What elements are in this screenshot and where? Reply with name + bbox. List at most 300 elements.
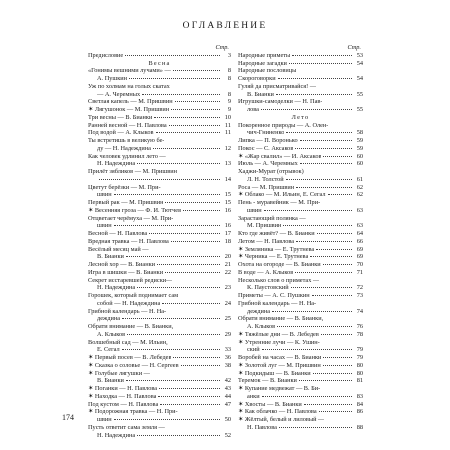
toc-entry-title: Отцветает черёмуха — М. При- — [88, 214, 174, 222]
toc-entry-title: Весной — Н. Павлова — [88, 230, 148, 237]
toc-entry-page: 54 — [356, 75, 363, 82]
toc-entry — [238, 339, 363, 347]
dot-leader — [181, 365, 220, 366]
toc-entry-title: Народные загадки — [238, 59, 287, 67]
dot-leader — [296, 241, 352, 242]
dot-leader — [154, 117, 220, 118]
toc-entry-title: Вредная травка — Н. Павлова — [88, 237, 169, 245]
dot-leader — [160, 404, 220, 405]
toc-entry — [238, 98, 363, 106]
toc-entry-title: Волшебный сад — М. Ильин, — [88, 338, 168, 346]
dot-leader — [310, 256, 352, 257]
toc-entry-title: Летом — Н. Павлова — [238, 237, 295, 245]
dot-leader — [165, 272, 220, 273]
toc-entry-page: 15 — [224, 191, 231, 199]
toc-entry-title: К. Паустовский — [247, 284, 289, 292]
toc-entry-title: Приметы — А. С. Пушкин — [238, 292, 310, 299]
toc-entry-page: 20 — [224, 253, 231, 261]
toc-entry-title: Грибной календарь — Н. На- — [88, 307, 167, 315]
toc-entry — [88, 153, 231, 161]
toc-entry-title: Н. Надеждина — [97, 160, 136, 168]
dot-leader — [317, 233, 352, 234]
toc-entry-title: ✶ «Жар свалил» — И. Аксаков — [238, 152, 322, 160]
toc-entry — [238, 284, 363, 292]
toc-entry-title: ✶ Облако — М. Ильин, Е. Сегал — [238, 191, 326, 199]
toc-entry — [88, 277, 231, 285]
toc-entry-title: ✶ Первый посев — В. Лебедев — [88, 354, 172, 361]
dot-leader — [149, 233, 220, 234]
toc-entry-title: Н. Надеждина — [97, 284, 136, 292]
toc-entry-page: 76 — [356, 323, 363, 330]
toc-entry — [238, 261, 363, 269]
toc-entry-page: 16 — [224, 206, 231, 214]
page-column-header: Стр. — [215, 44, 229, 51]
toc-entry — [238, 323, 363, 331]
toc-entry-title: Покос — С. Аксаков — [238, 144, 294, 152]
toc-entry-page: 66 — [356, 237, 363, 245]
toc-entry — [238, 401, 363, 409]
toc-entry-title: Грибной календарь — Н. На- — [238, 299, 317, 307]
dot-leader — [312, 295, 352, 296]
toc-entry — [238, 184, 363, 192]
toc-entry — [238, 168, 363, 176]
dot-leader — [261, 109, 352, 110]
dot-leader — [262, 349, 352, 350]
dot-leader — [300, 163, 352, 164]
toc-entry-title: Пусть ответит сама земля — — [88, 423, 165, 431]
toc-entry — [238, 191, 363, 199]
toc-entry-page: 50 — [224, 416, 231, 423]
toc-entry — [238, 393, 363, 401]
toc-entry-title: А. Клыков — [97, 330, 126, 338]
dot-leader — [183, 210, 220, 211]
dot-leader — [127, 334, 220, 335]
page-title: ОГЛАВЛЕНИЕ — [182, 21, 268, 31]
toc-entry-title: Секрет исстаревшей редиски— — [88, 276, 173, 284]
toc-entry — [238, 207, 363, 215]
toc-entry-title: Обрати внимание — В. Бианки, — [238, 315, 324, 323]
toc-entry — [88, 75, 231, 83]
toc-entry-page: 8 — [227, 75, 231, 82]
toc-entry-title: Липка — П. Воронько — [238, 137, 298, 144]
toc-entry-title: Лесной хор — В. Бианки — [88, 261, 156, 268]
dot-leader — [114, 194, 220, 195]
dot-leader — [126, 380, 220, 381]
toc-entry — [88, 362, 231, 370]
toc-entry-title: швин — [97, 416, 112, 423]
toc-entry-page: 63 — [356, 206, 363, 214]
toc-entry-title: ✶ Тяжёлые дни — В. Лебедев — [238, 330, 319, 338]
dot-leader — [323, 264, 352, 265]
toc-entry-page: 10 — [224, 113, 231, 121]
toc-entry-page: 81 — [356, 377, 363, 385]
toc-entry — [88, 401, 231, 409]
dot-leader — [286, 132, 352, 133]
toc-entry-page: 42 — [224, 377, 231, 385]
toc-entry-page: 14 — [224, 175, 231, 183]
toc-entry-title: Воробей на часах — В. Бианки — [238, 354, 322, 361]
toc-entry — [238, 129, 363, 137]
page-column-header: Стр. — [347, 44, 361, 51]
dot-leader — [159, 388, 220, 389]
toc-entry — [238, 91, 363, 99]
toc-entry-page: 78 — [356, 330, 363, 338]
toc-entry-title: М. Пришвин — [247, 222, 282, 230]
dot-leader — [295, 148, 352, 149]
toc-entry-page: 86 — [356, 408, 363, 416]
dot-leader — [295, 272, 352, 273]
toc-entry-title: собой — Н. Надеждина — [97, 299, 161, 307]
toc-column-left — [88, 44, 231, 439]
dot-leader — [323, 156, 352, 157]
toc-entry-page: 83 — [356, 392, 363, 400]
toc-entry — [238, 199, 363, 207]
toc-entry — [88, 300, 231, 308]
dot-leader — [162, 303, 220, 304]
toc-entry-title: ✶ Находка — Н. Павлова — [88, 392, 157, 400]
toc-entry — [238, 246, 363, 254]
toc-entry-page: 21 — [224, 261, 231, 268]
toc-entry-title: Кто где живёт? — В. Бианки — [238, 230, 315, 237]
toc-entry — [238, 292, 363, 300]
toc-entry-title: Весёлый месяц май — — [88, 245, 149, 253]
toc-entry-page: 53 — [356, 51, 363, 59]
dot-leader — [323, 365, 352, 366]
toc-entry — [238, 238, 363, 246]
toc-entry — [88, 129, 231, 137]
toc-entry — [238, 122, 363, 130]
toc-entry-title: ✶ Купание медвежат — В. Би- — [238, 385, 321, 392]
toc-entry-page: 70 — [356, 261, 363, 268]
dot-leader — [129, 78, 220, 79]
dot-leader — [264, 210, 352, 211]
dot-leader — [122, 318, 220, 319]
toc-entry-title: Июль — А. Черемных — [238, 160, 298, 168]
toc-entry-page: 38 — [224, 361, 231, 369]
toc-entry-title: Е. Сегал — [97, 346, 120, 354]
toc-entry — [238, 315, 363, 323]
toc-entry — [88, 199, 231, 207]
dot-leader — [126, 256, 220, 257]
toc-entry — [238, 83, 363, 91]
toc-entry-page: 29 — [224, 330, 231, 338]
toc-entry — [88, 284, 231, 292]
toc-entry-page: 62 — [356, 183, 363, 191]
toc-entry — [88, 137, 231, 145]
toc-entry-title: Игрушки-самоделки — Н. Пав- — [238, 98, 323, 106]
toc-entry-title: ский — [247, 346, 260, 354]
toc-entry-page: 9 — [227, 106, 231, 113]
toc-entry — [238, 269, 363, 277]
toc-entry-page: 43 — [224, 385, 231, 392]
toc-entry-page: 79 — [356, 354, 363, 361]
toc-entry — [88, 246, 231, 254]
toc-entry-page: 17 — [224, 230, 231, 237]
dot-leader — [99, 179, 220, 180]
toc-entry-page: 59 — [356, 144, 363, 152]
toc-entry-page: 52 — [224, 431, 231, 439]
toc-entry-title: ✶ Черника — Е. Трутнева — [238, 253, 309, 261]
dot-leader — [300, 140, 352, 141]
toc-entry-title: Под кустом — Н. Павлова — [88, 400, 159, 408]
dot-leader — [276, 94, 352, 95]
dot-leader — [137, 163, 220, 164]
toc-entry-title: Скороговорки — [238, 75, 276, 82]
dot-leader — [292, 55, 352, 56]
toc-entry — [88, 354, 231, 362]
toc-entry-title: А. Пушкин — [97, 75, 128, 82]
toc-entry-title: ✶ Золотой луг — М. Пришвин — [238, 361, 321, 369]
toc-entry-page: 60 — [356, 160, 363, 168]
toc-entry — [88, 114, 231, 122]
toc-entry — [238, 60, 363, 68]
toc-entry-page: 80 — [356, 361, 363, 369]
toc-entry-page: 61 — [356, 175, 363, 183]
toc-entry-page: 33 — [224, 346, 231, 354]
dot-leader — [328, 194, 352, 195]
toc-entry — [238, 377, 363, 385]
toc-entry-title: лова — [247, 106, 259, 113]
dot-leader — [165, 202, 220, 203]
toc-entry-page: 8 — [227, 67, 231, 75]
toc-entry — [238, 176, 363, 184]
toc-entry — [88, 323, 231, 331]
toc-entry-page: 11 — [224, 129, 231, 137]
toc-entry-title: деждина — [247, 307, 271, 315]
toc-entry-title: Горошек, который поднимает сам — [88, 292, 179, 299]
toc-entry-page: 69 — [356, 253, 363, 261]
toc-entry-page: 64 — [356, 230, 363, 237]
toc-entry-page: 24 — [224, 299, 231, 307]
toc-entry-title: ✶ Поганки — Н. Павлова — [88, 385, 158, 392]
dot-leader — [156, 132, 221, 133]
toc-entry-page: 18 — [224, 237, 231, 245]
dot-leader — [157, 264, 220, 265]
toc-entry-title: ду — Н. Надеждина — [97, 144, 151, 152]
toc-entry-page: 44 — [224, 392, 231, 400]
toc-entry — [238, 75, 363, 83]
section-heading: Весна — [148, 59, 171, 67]
toc-entry — [88, 408, 231, 416]
dot-leader — [299, 380, 352, 381]
toc-entry-title: Л. Н. Толстой — [247, 175, 284, 183]
toc-entry — [88, 424, 231, 432]
toc-entry — [88, 269, 231, 277]
dot-leader — [272, 311, 352, 312]
toc-entry — [88, 98, 231, 106]
dot-leader — [283, 225, 352, 226]
toc-entry — [88, 393, 231, 401]
toc-entry — [238, 354, 363, 362]
toc-entry — [88, 207, 231, 215]
toc-entry-page: 63 — [356, 222, 363, 230]
toc-entry-title: Игра в шишки — В. Бианки — [88, 268, 164, 276]
dot-leader — [169, 125, 220, 126]
toc-entry — [238, 385, 363, 393]
dot-leader — [286, 179, 352, 180]
toc-entry-title: ✶ Подкидыш — В. Бианки — [238, 369, 311, 377]
toc-entry — [238, 52, 363, 60]
dot-leader — [279, 427, 352, 428]
toc-entry-title: Ты встретишь в великую бе- — [88, 137, 165, 144]
dot-leader — [125, 55, 220, 56]
toc-entry-title: Пень - муравейник — М. При- — [238, 199, 321, 206]
toc-entry — [88, 346, 231, 354]
toc-entry — [238, 106, 363, 114]
toc-entry — [88, 191, 231, 199]
toc-entry-title: Гуляй да присматривайся! — — [238, 82, 317, 90]
toc-entry — [88, 106, 231, 114]
toc-entry-page: 59 — [356, 137, 363, 144]
toc-entry-page: 55 — [356, 90, 363, 98]
toc-entry — [238, 370, 363, 378]
toc-entry — [88, 261, 231, 269]
toc-entry — [88, 416, 231, 424]
toc-entry — [238, 160, 363, 168]
dot-leader — [122, 349, 220, 350]
toc-entry-page: 71 — [356, 268, 363, 276]
toc-entry-page: 11 — [224, 121, 231, 129]
toc-entry — [88, 339, 231, 347]
toc-entry-title: чич-Гниненко — [247, 129, 285, 137]
toc-entry — [88, 292, 231, 300]
toc-entry-page: 8 — [227, 90, 231, 98]
toc-entry-title: Н. Надеждина — [97, 431, 136, 439]
dot-leader — [316, 249, 352, 250]
toc-entry — [238, 362, 363, 370]
toc-entry-page: 88 — [356, 423, 363, 431]
dot-leader — [323, 357, 352, 358]
dot-leader — [289, 63, 352, 64]
dot-leader — [114, 419, 220, 420]
toc-entry-page: 47 — [224, 400, 231, 408]
toc-entry — [88, 160, 231, 168]
toc-entry-title: Зарастающий полянка — — [238, 214, 306, 222]
toc-entry-title: Народные приметы — [238, 51, 291, 59]
toc-entry-page: 22 — [224, 268, 231, 276]
toc-entry — [88, 168, 231, 176]
toc-entry-title: ✶ Как облачко — Н. Павлова — [238, 408, 317, 416]
toc-entry — [88, 253, 231, 261]
toc-entry — [88, 215, 231, 223]
dot-leader — [142, 94, 220, 95]
toc-entry-title: Охота на огороде — В. Бианки — [238, 261, 321, 268]
toc-entry-title: Светлая капель — М. Пришвин — [88, 98, 173, 106]
toc-entry — [88, 432, 231, 440]
toc-entry — [238, 308, 363, 316]
toc-entry-page: 79 — [356, 346, 363, 354]
toc-entry-title: Три весны — В. Бианки — [88, 113, 153, 121]
toc-entry-page: 58 — [356, 129, 363, 137]
toc-entry — [238, 153, 363, 161]
toc-entry — [88, 184, 231, 192]
toc-entry-title: швин — [97, 222, 112, 230]
section-heading: Лето — [291, 113, 310, 121]
toc-entry-title: Предисловие — [88, 51, 124, 59]
toc-entry — [238, 253, 363, 261]
toc-entry-title: В. Бианки — [247, 90, 274, 98]
toc-entry-title: Несколько слов о приметах — — [238, 276, 320, 284]
toc-entry — [88, 230, 231, 238]
toc-entry-page: 62 — [356, 191, 363, 199]
toc-entry-title: Цветут берёзки — М. При- — [88, 183, 161, 191]
toc-entry-title: ✶ Голубые лягушки — — [88, 369, 150, 377]
toc-entry-title: В воде — А. Клыков — [238, 268, 294, 276]
toc-entry-title: В. Бианки — [97, 377, 124, 385]
dot-leader — [173, 70, 220, 71]
toc-entry-page: 25 — [224, 315, 231, 323]
toc-entry-title: ✶ Земляника — Е. Трутнева — [238, 245, 315, 253]
toc-entry — [238, 230, 363, 238]
toc-entry — [238, 346, 363, 354]
dot-leader — [158, 396, 220, 397]
toc-entry — [88, 91, 231, 99]
page-number: 174 — [62, 413, 74, 422]
dot-leader — [171, 241, 220, 242]
dot-leader — [296, 187, 352, 188]
toc-entry — [88, 308, 231, 316]
toc-entry-page: 80 — [356, 369, 363, 377]
toc-entry-title: ✶ Сказка о соловье — Н. Сергеев — [88, 361, 179, 369]
toc-entry-page: 72 — [356, 284, 363, 292]
toc-entry-page: 23 — [224, 284, 231, 292]
toc-entry-title: Роса — М. Пришвин — [238, 183, 295, 191]
toc-entry — [88, 370, 231, 378]
toc-entry-title: А. Клыков — [247, 323, 276, 330]
toc-entry-title: деждина — [97, 315, 121, 323]
dot-leader — [321, 334, 352, 335]
toc-entry-page: 73 — [356, 292, 363, 299]
dot-leader — [173, 357, 220, 358]
dot-leader — [262, 396, 352, 397]
toc-entry — [238, 67, 363, 75]
dot-leader — [291, 287, 352, 288]
toc-entry-page: 54 — [356, 59, 363, 67]
toc-entry-page: 69 — [356, 245, 363, 253]
toc-column-right — [238, 44, 363, 432]
toc-entry — [88, 52, 231, 60]
toc-entry-title: ✶ Подорожная травка — Н. При- — [88, 408, 178, 416]
toc-entry-title: Теремок — В. Бианки — [238, 377, 297, 385]
dot-leader — [171, 109, 220, 110]
toc-entry-title: В. Бианки — [97, 253, 124, 261]
toc-entry — [88, 145, 231, 153]
dot-leader — [278, 78, 352, 79]
toc-entry-page: 9 — [227, 98, 231, 106]
toc-entry — [88, 222, 231, 230]
toc-entry-page: 3 — [227, 51, 231, 59]
toc-entry-page: 84 — [356, 400, 363, 408]
toc-entry-title: Ранней весной — Н. Павлова — [88, 121, 167, 129]
toc-entry — [238, 222, 363, 230]
toc-entry-title: швин — [97, 191, 112, 199]
toc-entry — [238, 331, 363, 339]
dot-leader — [319, 411, 352, 412]
dot-leader — [153, 148, 220, 149]
dot-leader — [137, 435, 220, 436]
toc-entry — [88, 385, 231, 393]
toc-entry-page: 36 — [224, 354, 231, 361]
toc-entry — [88, 176, 231, 184]
toc-entry — [238, 408, 363, 416]
toc-entry-title: Первый рак — М. Пришвин — [88, 199, 164, 206]
toc-entry-page: 16 — [224, 222, 231, 230]
dot-leader — [137, 287, 220, 288]
toc-entry-title: ✶ Хвосты — В. Бианки — [238, 400, 302, 408]
toc-entry — [238, 300, 363, 308]
toc-entry-title: Хаджи-Мурат (отрывок) — [238, 168, 304, 175]
toc-entry-title: Н. Павлова — [247, 423, 277, 431]
